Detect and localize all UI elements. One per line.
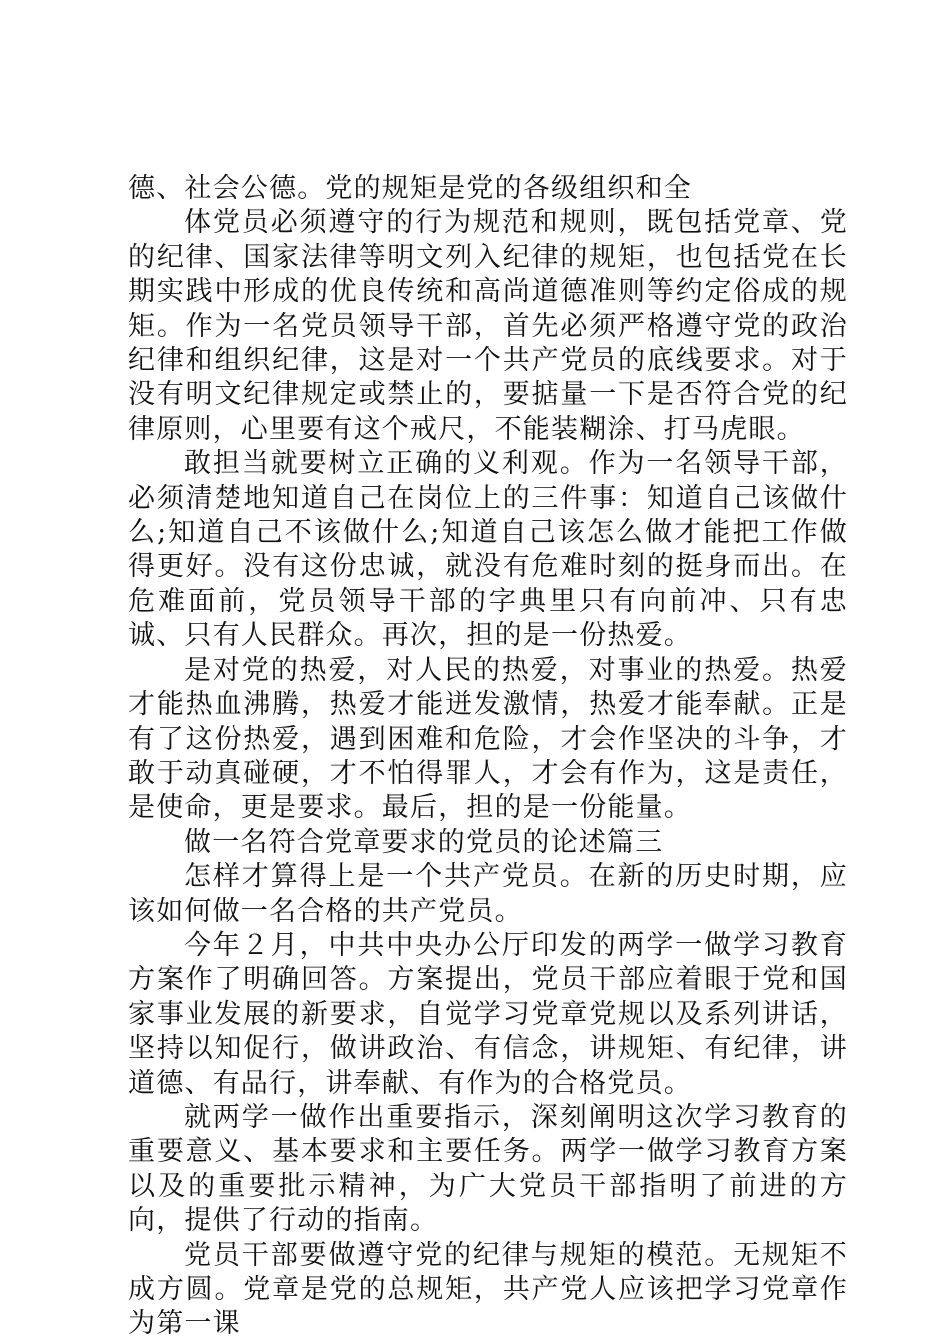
section-heading: 做一名符合党章要求的党员的论述篇三 — [184, 826, 664, 858]
document-body — [128, 172, 848, 1342]
paragraph: 体党员必须遵守的行为规范和规则，既包括党章、党的纪律、国家法律等明文列入纪律的规矩，也包括党在长期实践中形成的优良传统和高尚道德准则等约定俗成的规矩。作为一名党员领导干部，首先必须严格遵守党的政治纪律和组织纪律，这是对一个共产党员的底线要求。对于没有明文纪律规定或禁止的，要掂量一下是否符合党的纪律原则，心里要有这个戒尺，不能装糊涂、打马虎眼。 — [128, 207, 848, 445]
paragraph: 今年２月，中共中央办公厅印发的两学一做学习教育方案作了明确回答。方案提出，党员干部应着眼于党和国家事业发展的新要求，自觉学习党章党规以及系列讲话，坚持以知促行，做讲政治、有信念，讲规矩、有纪律，讲道德、有品行，讲奉献、有作为的合格党员。 — [128, 929, 848, 1099]
paragraph: 就两学一做作出重要指示，深刻阐明这次学习教育的重要意义、基本要求和主要任务。两学一做学习教育方案以及的重要批示精神，为广大党员干部指明了前进的方向，提供了行动的指南。 — [128, 1101, 848, 1237]
paragraph: 敢担当就要树立正确的义利观。作为一名领导干部，必须清楚地知道自己在岗位上的三件事：知道自己该做什么;知道自己不该做什么;知道自己该怎么做才能把工作做得更好。没有这份忠诚，就没有危难时刻的挺身而出。在危难面前，党员领导干部的字典里只有向前冲、只有忠诚、只有人民群众。再次，担的是一份热爱。 — [128, 448, 848, 652]
paragraph: 党员干部要做遵守党的纪律与规矩的模范。无规矩不成方圆。党章是党的总规矩，共产党人应该把学习党章作为第一课 — [128, 1239, 848, 1340]
paragraph-continuation: 德、社会公德。党的规矩是党的各级组织和全 — [128, 173, 692, 204]
paragraph: 是对党的热爱，对人民的热爱，对事业的热爱。热爱才能热血沸腾，热爱才能迸发激情，热爱才能奉献。正是有了这份热爱，遇到困难和危险，才会作坚决的斗争，才敢于动真碰硬，才不怕得罪人，才会有作为，这是责任，是使命，更是要求。最后，担的是一份能量。 — [128, 654, 848, 824]
paragraph: 怎样才算得上是一个共产党员。在新的历史时期，应该如何做一名合格的共产党员。 — [128, 861, 848, 927]
